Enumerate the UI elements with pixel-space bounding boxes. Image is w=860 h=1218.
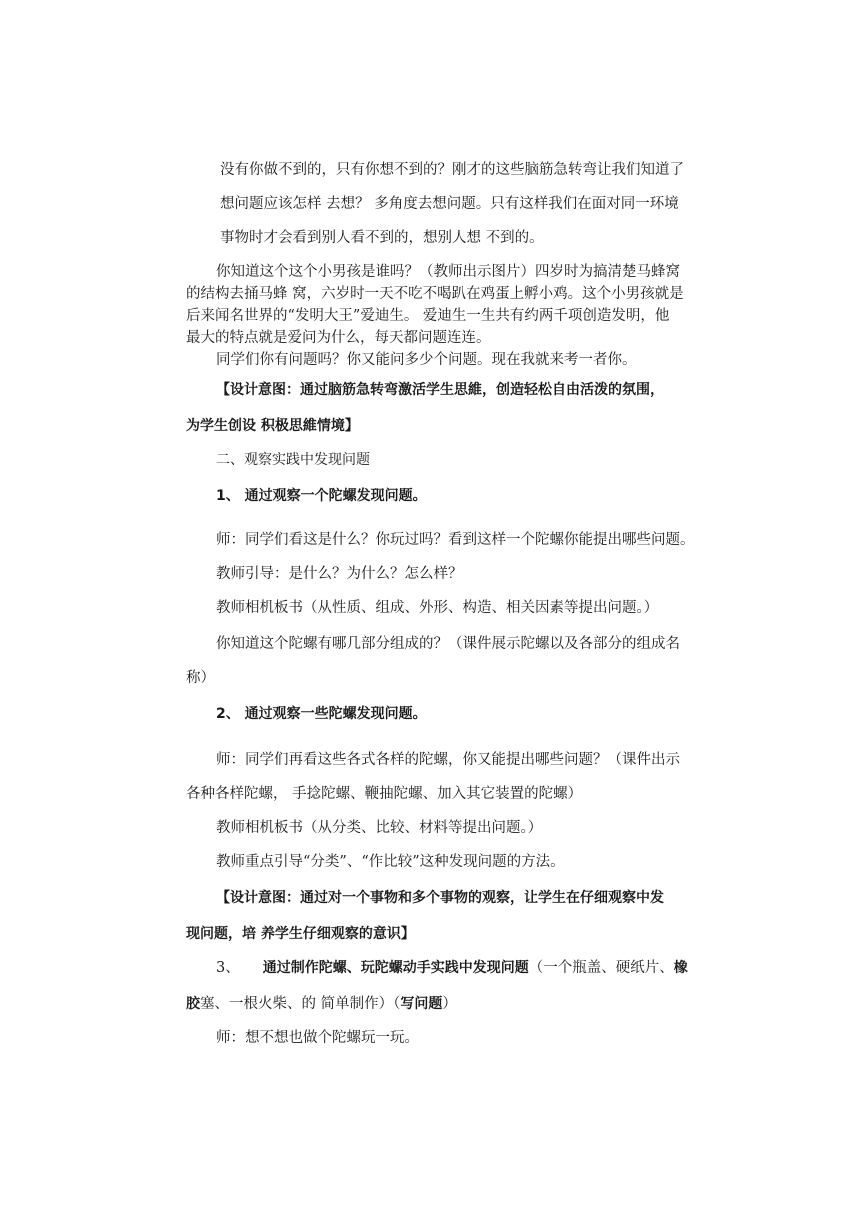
paragraph-line: 各种各样陀螺， 手捻陀螺、鞭抽陀螺、加入其它装置的陀螺） <box>186 786 583 802</box>
paragraph-line: 教师引导：是什么？为什么？怎么样？ <box>216 566 463 582</box>
paragraph-line: 称） <box>186 670 215 686</box>
paragraph-line: 后来闻名世界的“发明大王”爱迪生。 爱迪生一生共有约两千项创造发明，他 <box>186 308 670 324</box>
item-detail-bold: 胶 <box>186 996 200 1012</box>
design-intent-line: 现问题，培 养学生仔细观察的意识】 <box>186 926 415 942</box>
item-number: 3、 <box>216 960 240 976</box>
item-detail: （一个瓶盖、硬纸片、 <box>528 960 674 976</box>
item-detail-bold: 写问题 <box>400 996 443 1012</box>
paragraph-line: 师：同学们再看这些各式各样的陀螺，你又能提出哪些问题？（课件出示 <box>216 752 680 768</box>
item-detail-bold: 橡 <box>673 960 688 976</box>
paragraph-line: 师：想不想也做个陀螺玩一玩。 <box>216 1030 419 1046</box>
numbered-item-heading: 2、 通过观察一些陀螺发现问题。 <box>216 706 427 722</box>
paragraph-line: 教师重点引导“分类”、“作比较”这种发现问题的方法。 <box>216 854 565 870</box>
design-intent-line: 为学生创设 积极思維情境】 <box>186 418 359 434</box>
paragraph-line: 教师相机板书（从性质、组成、外形、构造、相关因素等提出问题。） <box>216 600 659 616</box>
paragraph-line: 教师相机板书（从分类、比较、材料等提出问题。） <box>216 820 543 836</box>
design-intent-line: 【设计意图：通过对一个事物和多个事物的观察，让学生在仔细观察中发 <box>216 890 664 906</box>
paragraph-line: 同学们你有问题吗？你又能问多少个问题。现在我就来考一者你。 <box>216 352 637 368</box>
item-detail: ） <box>442 996 457 1012</box>
section-heading: 二、观察实践中发现问题 <box>216 452 370 468</box>
paragraph-line: 的结构去捅马蜂 窝，六岁时一天不吃不喝趴在鸡蛋上孵小鸡。这个小男孩就是 <box>186 286 684 302</box>
paragraph-line: 师：同学们看这是什么？你玩过吗？看到这样一个陀螺你能提出哪些问题。 <box>216 532 695 548</box>
numbered-item-heading: 1、 通过观察一个陀螺发现问题。 <box>216 488 427 504</box>
paragraph-line: 你知道这个陀螺有哪几部分组成的？（课件展示陀螺以及各部分的组成名 <box>216 636 680 652</box>
paragraph-line: 想问题应该怎样 去想？ 多角度去想问题。只有这样我们在面对同一环境 <box>220 196 679 212</box>
item-detail: 塞、一根火柴、的 简单制作）（ <box>200 996 401 1012</box>
paragraph-line: 没有你做不到的，只有你想不到的？刚才的这些脑筋急转弯让我们知道了 <box>220 162 684 178</box>
item-title: 通过制作陀螺、玩陀螺动手实践中发现问题 <box>262 960 529 976</box>
paragraph-line: 事物时才会看到别人看不到的，想别人想 不到的。 <box>220 230 544 246</box>
paragraph-line: 最大的特点就是爱问为什么，每天都问题连连。 <box>186 330 491 346</box>
paragraph-line <box>186 994 457 1014</box>
numbered-item-heading <box>216 958 688 978</box>
design-intent-line: 【设计意图：通过脑筋急转弯激活学生思維，创造轻松自由活泼的氛围， <box>216 382 664 398</box>
paragraph-line: 你知道这个这个小男孩是谁吗？（教师出示图片）四岁时为搞清楚马蜂窝 <box>216 264 680 280</box>
